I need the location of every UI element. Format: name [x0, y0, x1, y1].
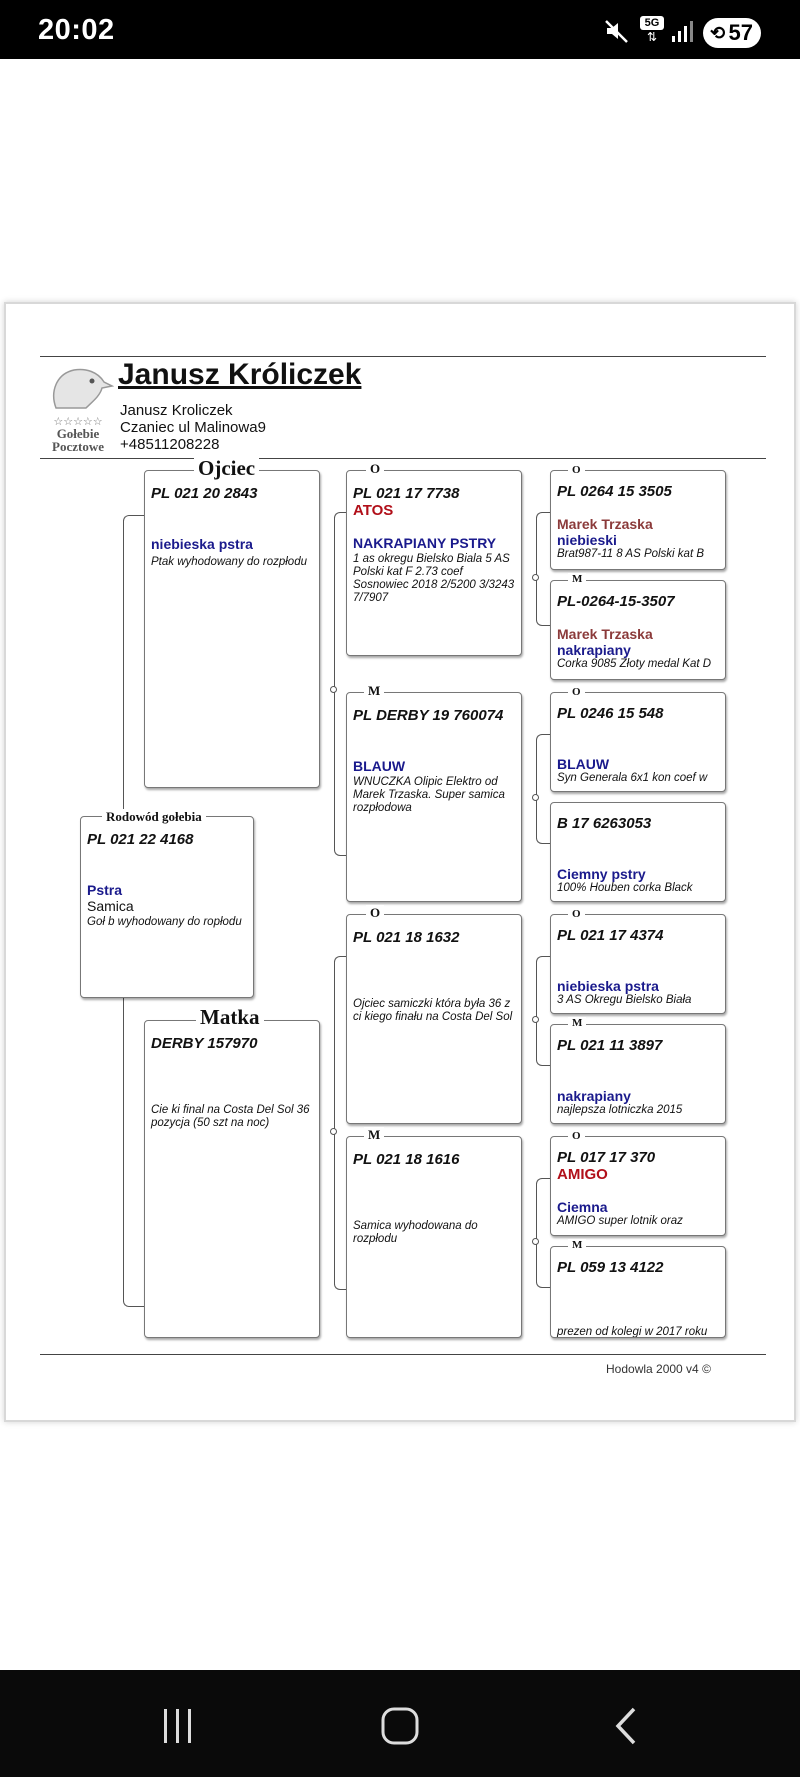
grandparent-ring: PL DERBY 19 760074 — [353, 707, 504, 724]
great-grandparent-color: Ciemny pstry — [557, 866, 646, 882]
great-grandparent-breeder: Marek Trzaska — [557, 626, 653, 642]
great-grandparent-color: Ciemna — [557, 1199, 608, 1215]
sire-tag: O — [568, 686, 585, 698]
sire-tag: O — [366, 905, 384, 921]
great-grandparent-ring: PL 017 17 370 — [557, 1149, 656, 1166]
dam-box — [144, 1020, 320, 1338]
great-grandparent-ring: B 17 6263053 — [557, 815, 652, 832]
great-grandparent-ring: PL 021 11 3897 — [557, 1037, 663, 1054]
pigeon-desc: Goł b wyhodowany do ropłodu — [87, 916, 242, 928]
logo — [42, 362, 114, 454]
logo-text-1: Gołebie — [56, 426, 100, 441]
great-grandparent-color: niebieska pstra — [557, 978, 659, 994]
dam-desc: Cie ki final na Costa Del Sol 36 pozycja (50 szt na noc) — [151, 1104, 310, 1129]
great-grandparent-ring: PL 021 17 4374 — [557, 927, 664, 944]
sire-desc: Ptak wyhodowany do rozpłodu — [151, 556, 307, 568]
signal-icon — [670, 18, 696, 44]
great-grandparent-box — [550, 692, 726, 792]
pedigree-document — [4, 302, 796, 1422]
battery-indicator: ⟲ 57 — [703, 18, 761, 48]
owner-phone: +48511208228 — [120, 436, 220, 453]
great-grandparent-desc: AMIGO super lotnik oraz — [557, 1215, 683, 1227]
sire-tag: O — [568, 464, 585, 476]
great-grandparent-desc: Brat987-11 8 AS Polski kat B — [557, 548, 705, 560]
dam-tag: M — [568, 573, 586, 585]
connector — [536, 956, 551, 1066]
great-grandparent-ring: PL-0264-15-3507 — [557, 593, 675, 610]
dam-ring: DERBY 157970 — [151, 1035, 258, 1052]
grandparent-color: NAKRAPIANY PSTRY — [353, 535, 497, 551]
clock: 20:02 — [38, 14, 115, 46]
network-type-icon: 5G ⇅ — [640, 16, 664, 46]
logo-stars: ☆☆☆☆☆ — [53, 416, 103, 428]
great-grandparent-box — [550, 914, 726, 1014]
grandparent-desc: Ojciec samiczki która była 36 z ci kiego finału na Costa Del Sol — [353, 998, 513, 1023]
navigation-bar — [0, 1670, 800, 1777]
great-grandparent-color: nakrapiany — [557, 1088, 631, 1104]
connector — [536, 1178, 551, 1288]
pigeon-label: Rodowód gołebia — [102, 809, 206, 825]
connector — [536, 734, 551, 844]
sire-tag: O — [568, 1130, 585, 1142]
grandparent-box — [346, 692, 522, 902]
logo-text-2: Pocztowe — [52, 439, 104, 454]
dam-tag: M — [364, 683, 384, 699]
pigeon-sex: Samica — [87, 898, 134, 914]
great-grandparent-box — [550, 470, 726, 570]
owner-address: Czaniec ul Malinowa9 — [120, 419, 266, 436]
connector — [536, 512, 551, 626]
recent-apps-icon[interactable] — [158, 1706, 198, 1746]
great-grandparent-breeder: Marek Trzaska — [557, 516, 653, 532]
great-grandparent-desc: prezen od kolegi w 2017 roku — [557, 1326, 708, 1338]
grandparent-desc: 1 as okregu Bielsko Biala 5 AS Polski kat F 2.73 coef Sosnowiec 2018 2/5200 3/3243 7/7907 — [353, 553, 515, 604]
owner-name: Janusz Kroliczek — [120, 402, 233, 419]
great-grandparent-ring: PL 0246 15 548 — [557, 705, 664, 722]
connector-dot — [532, 1238, 539, 1245]
dam-tag: M — [568, 1017, 586, 1029]
footer-text: Hodowla 2000 v4 © — [606, 1362, 711, 1376]
owner-info — [120, 402, 266, 453]
sire-label: Ojciec — [194, 456, 259, 481]
great-grandparent-desc: najlepsza lotniczka 2015 — [557, 1104, 683, 1116]
header-bottom-rule — [40, 458, 766, 459]
mute-icon — [604, 18, 630, 44]
great-grandparent-color: BLAUW — [557, 756, 610, 772]
pigeon-ring: PL 021 22 4168 — [87, 831, 194, 848]
footer-rule — [40, 1354, 766, 1355]
great-grandparent-box — [550, 580, 726, 680]
great-grandparent-color: nakrapiany — [557, 642, 631, 658]
grandparent-desc: Samica wyhodowana do rozpłodu — [353, 1220, 478, 1245]
dam-tag: M — [364, 1127, 384, 1143]
connector-dot — [330, 1128, 337, 1135]
great-grandparent-box — [550, 802, 726, 902]
grandparent-ring: PL 021 18 1632 — [353, 929, 460, 946]
grandparent-box — [346, 1136, 522, 1338]
grandparent-box — [346, 470, 522, 656]
connector-dot — [532, 574, 539, 581]
grandparent-box — [346, 914, 522, 1124]
grandparent-name: ATOS — [353, 502, 394, 519]
battery-saver-icon: ⟲ — [710, 23, 726, 43]
sire-ring: PL 021 20 2843 — [151, 485, 258, 502]
pigeon-head-icon — [42, 362, 114, 412]
sire-box — [144, 470, 320, 788]
dam-label: Matka — [196, 1005, 264, 1030]
back-icon[interactable] — [606, 1706, 646, 1746]
header-top-rule — [40, 356, 766, 357]
home-icon[interactable] — [380, 1706, 420, 1746]
pigeon-color: Pstra — [87, 882, 123, 898]
dam-tag: M — [568, 1239, 586, 1251]
great-grandparent-box — [550, 1136, 726, 1236]
grandparent-ring: PL 021 17 7738 — [353, 485, 460, 502]
great-grandparent-box — [550, 1024, 726, 1124]
sire-tag: O — [568, 908, 585, 920]
connector-dot — [532, 794, 539, 801]
sire-color: niebieska pstra — [151, 536, 253, 552]
sire-tag: O — [366, 461, 384, 477]
great-grandparent-box — [550, 1246, 726, 1338]
pigeon-box — [80, 816, 254, 998]
connector-dot — [532, 1016, 539, 1023]
grandparent-desc: WNUCZKA Olipic Elektro od Marek Trzaska. Super samica rozpłodowa — [353, 776, 505, 814]
great-grandparent-ring: PL 059 13 4122 — [557, 1259, 664, 1276]
grandparent-color: BLAUW — [353, 758, 406, 774]
document-title: Janusz Króliczek — [118, 358, 362, 391]
great-grandparent-desc: 3 AS Okregu Bielsko Biała — [557, 994, 692, 1006]
status-bar — [0, 0, 800, 59]
connector-dot — [330, 686, 337, 693]
great-grandparent-name: AMIGO — [557, 1166, 608, 1183]
great-grandparent-desc: Syn Generala 6x1 kon coef w — [557, 772, 708, 784]
grandparent-ring: PL 021 18 1616 — [353, 1151, 460, 1168]
great-grandparent-desc: 100% Houben corka Black — [557, 882, 693, 894]
great-grandparent-ring: PL 0264 15 3505 — [557, 483, 672, 500]
great-grandparent-desc: Corka 9085 Złoty medal Kat D — [557, 658, 712, 670]
great-grandparent-color: niebieski — [557, 532, 617, 548]
